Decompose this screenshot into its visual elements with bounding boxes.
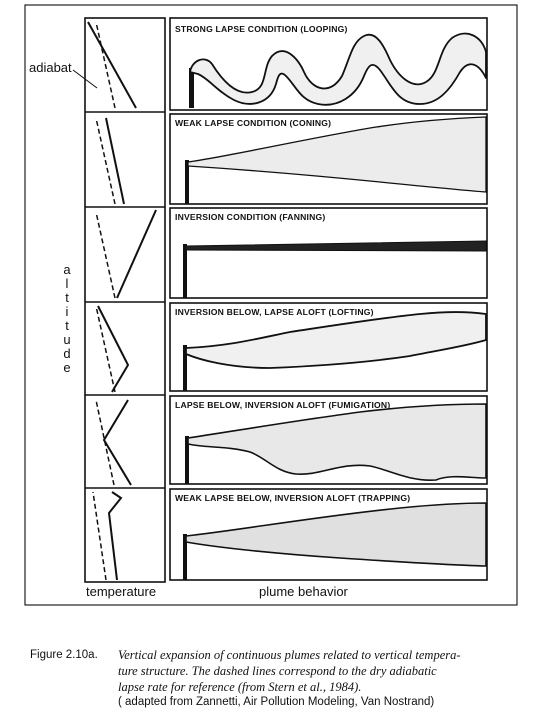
- temperature-profile-2: [96, 118, 124, 204]
- adiabat-label: adiabat: [29, 60, 72, 75]
- caption-line-3: lapse rate for reference (from Stern et al., 1984).: [118, 680, 362, 694]
- temperature-column: [85, 18, 165, 582]
- temperature-profile-5: [96, 400, 131, 485]
- temperature-axis-label: temperature: [86, 584, 157, 599]
- plume-looping: [190, 34, 486, 105]
- altitude-letter: d: [63, 346, 71, 361]
- temperature-profile-4: [96, 306, 128, 392]
- caption-line-2: ture structure. The dashed lines correspond to the dry adiabatic: [118, 664, 437, 678]
- altitude-letter: u: [63, 332, 71, 347]
- altitude-letter: l: [65, 276, 69, 291]
- panel-title-fumigation: LAPSE BELOW, INVERSION ALOFT (FUMIGATION): [175, 400, 391, 410]
- panel-title-trapping: WEAK LAPSE BELOW, INVERSION ALOFT (TRAPPING): [175, 493, 411, 503]
- plume-trapping: [186, 503, 486, 566]
- panel-title-lofting: INVERSION BELOW, LAPSE ALOFT (LOFTING): [175, 307, 374, 317]
- altitude-letter: i: [65, 304, 69, 319]
- altitude-letter: a: [63, 262, 71, 277]
- plume-fumigation: [188, 404, 486, 480]
- panel-title-looping: STRONG LAPSE CONDITION (LOOPING): [175, 24, 348, 34]
- temperature-profile-3: [96, 210, 156, 298]
- plume-coning: [188, 117, 486, 192]
- temperature-profile-6: [93, 492, 121, 580]
- altitude-letter: t: [65, 318, 69, 333]
- caption-label: Figure 2.10a.: [30, 649, 98, 661]
- panel-title-coning: WEAK LAPSE CONDITION (CONING): [175, 118, 332, 128]
- temperature-profile-1: [88, 22, 136, 108]
- altitude-letter: t: [65, 290, 69, 305]
- plume-axis-label: plume behavior: [259, 584, 348, 599]
- panel-title-fanning: INVERSION CONDITION (FANNING): [175, 212, 326, 222]
- altitude-letter: e: [63, 360, 71, 375]
- caption-line-4: ( adapted from Zannetti, Air Pollution Modeling, Van Nostrand): [118, 696, 435, 708]
- stacks: [183, 68, 194, 580]
- temperature-separators: [85, 112, 165, 488]
- plume-fanning: [186, 241, 486, 251]
- plume-lofting: [186, 312, 486, 368]
- caption-line-1: Vertical expansion of continuous plumes related to vertical tempera-: [118, 648, 461, 662]
